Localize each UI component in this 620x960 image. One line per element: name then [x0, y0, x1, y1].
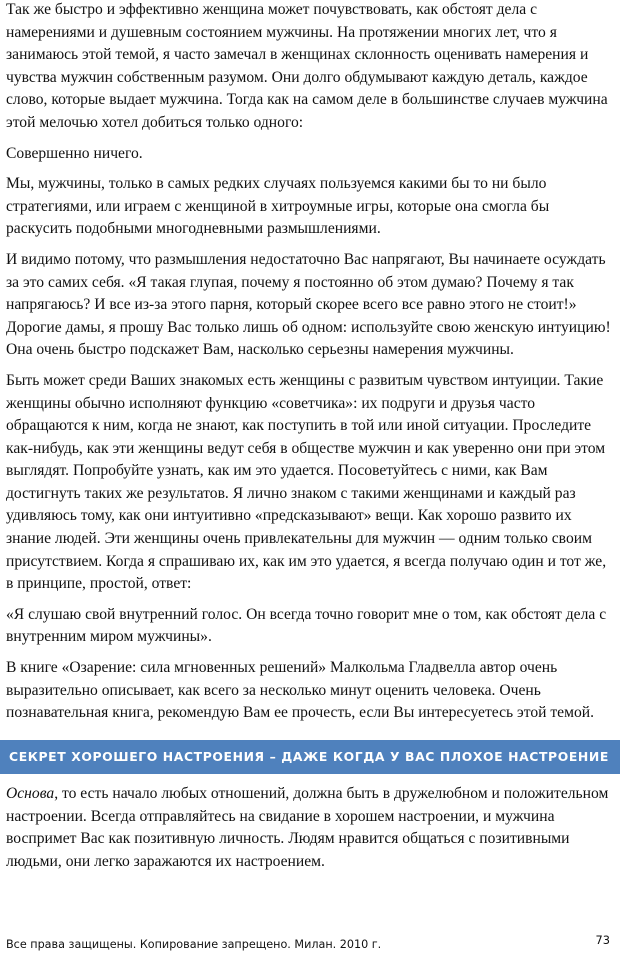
page-number: 73 [595, 933, 610, 947]
paragraph-book-recommendation: В книге «Озарение: сила мгновенных решений» Малкольма Гладвелла автор очень выразительно описывает, как всего за несколько минут оценить человека. Очень познавательная книга, рекомендую Вам ее прочесть, если Вы интересуетесь этой темой. [6, 659, 595, 722]
paragraph-intuition-intro: Так же быстро и эффективно женщина может почувствовать, как обстоят дела с намерениями и душевным состоянием мужчины. На протяжении многих лет, что я занимаюсь этой темой, я часто замечал в женщинах склонность оценивать намерения и чувства мужчин собственным разумом. Они долго обдумывают каждую деталь, каждое слово, которые выдает мужчина. Тогда как на самом деле в большинстве случаев мужчина этой мелочью хотел добиться только одного: [6, 1, 608, 131]
section-body [6, 783, 612, 873]
section-heading: СЕКРЕТ ХОРОШЕГО НАСТРОЕНИЯ – ДАЖЕ КОГДА У ВАС ПЛОХОЕ НАСТРОЕНИЕ [9, 749, 609, 764]
document-body [6, 0, 612, 725]
paragraph-intuitive-women: Быть может среди Ваших знакомых есть женщины с развитым чувством интуиции. Такие женщины обычно исполняют функцию «советчика»: их подруги и друзья часто обращаются к ним, когда не знают, как поступить в той или иной ситуации. Проследите как-нибудь, как эти женщины ведут себя в обществе мужчин и как уверенно они при этом выглядят. Попробуйте узнать, как им это удается. Посоветуйтесь с ними, как Вам достигнуть таких же результатов. Я лично знаком с такими женщинами и каждый раз удивляюсь тому, как они интуитивно «предсказывают» вещи. Как хорошо развито их знание людей. Эти женщины очень привлекательны для мужчин — одним только своим присутствием. Когда я спрашиваю их, как им это удается, я всегда получаю один и тот же, в принципе, простой, ответ: [6, 371, 607, 593]
paragraph-good-mood [6, 783, 612, 873]
paragraph-strategies: Мы, мужчины, только в самых редких случаях пользуемся какими бы то ни было стратегиями, или играем с женщиной в хитроумные игры, которые она смогла бы раскусить подобными многодневными размышлениями. [6, 175, 550, 238]
paragraph-self-blame: И видимо потому, что размышления недостаточно Вас напрягают, Вы начинаете осуждать за это самих себя. «Я такая глупая, почему я постоянно об этом думаю? Почему я так напрягаюсь? И все из-за этого парня, который скорее всего все равно этого не стоит!» Дорогие дамы, я прошу Вас только лишь об одном: используйте свою женскую интуицию! Она очень быстро подскажет Вам, насколько серьезны намерения мужчины. [6, 250, 611, 359]
paragraph-inner-voice-quote: «Я слушаю свой внутренний голос. Он всегда точно говорит мне о том, как обстоят дела с внутренним миром мужчины». [6, 605, 607, 646]
lead-word-italic: Основа [6, 785, 55, 802]
paragraph-good-mood-text: , то есть начало любых отношений, должна быть в дружелюбном и положительном настроении. Всегда отправляйтесь на свидание в хорошем настроении, и мужчина воспримет Вас как позитивную личность. Людям нравится общаться с позитивными людьми, они легко заражаются их настроением. [6, 785, 609, 870]
section-heading-bar [0, 740, 620, 774]
footer-copyright: Все права защищены. Копирование запрещено. Милан. 2010 г. [6, 938, 382, 951]
paragraph-nothing: Совершенно ничего. [6, 144, 143, 162]
